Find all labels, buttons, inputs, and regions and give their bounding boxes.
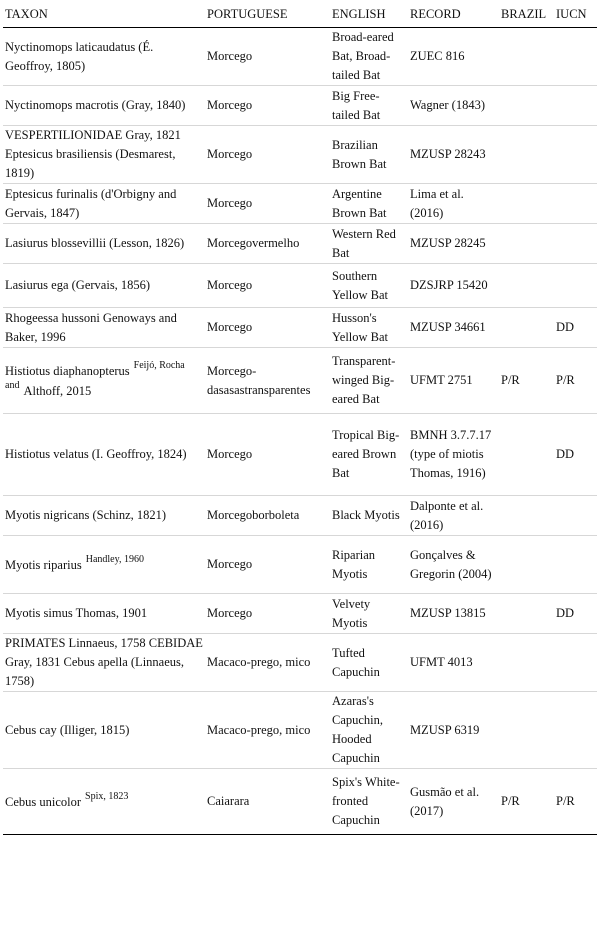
cell-iucn: DD <box>556 320 575 334</box>
cell-english: Big Free-tailed Bat <box>332 88 381 122</box>
taxon-name: Eptesicus furinalis (d'Orbigny and Gervais, 1847) <box>5 186 177 220</box>
cell-taxon <box>3 126 203 184</box>
taxon-name: Histiotus velatus (I. Geoffroy, 1824) <box>5 447 187 461</box>
cell-portuguese: Morcegovermelho <box>207 236 300 250</box>
table-row <box>3 28 597 86</box>
taxon-name: Lasiurus blossevillii (Lesson, 1826) <box>5 236 185 250</box>
cell-iucn: DD <box>556 606 575 620</box>
cell-portuguese: Morcego <box>207 49 253 63</box>
cell-brazil <box>497 496 552 536</box>
table-row <box>3 348 597 414</box>
cell-portuguese: Macaco-prego, mico <box>207 655 311 669</box>
cell-taxon <box>3 496 203 536</box>
cell-english: Tropical Big-eared Brown Bat <box>332 428 400 480</box>
cell-iucn <box>552 86 597 126</box>
table-row <box>3 86 597 126</box>
table-row <box>3 536 597 594</box>
cell-iucn <box>552 184 597 224</box>
cell-english: Brazilian Brown Bat <box>332 137 387 171</box>
cell-english: Black Myotis <box>332 508 400 522</box>
cell-record: MZUSP 6319 <box>410 722 480 737</box>
cell-iucn: DD <box>556 447 575 461</box>
header-brazil: BRAZIL <box>501 7 547 21</box>
taxon-authority-tail: Althoff, 2015 <box>23 383 92 398</box>
cell-portuguese: Morcegoborboleta <box>207 508 300 522</box>
cell-portuguese: Morcego-dasasastransparentes <box>207 363 311 397</box>
cell-english: Velvety Myotis <box>332 596 371 630</box>
cell-record: Gusmão et al. (2017) <box>410 784 480 818</box>
cell-record: BMNH 3.7.7.17 (type of miotis Thomas, 1916) <box>410 428 492 480</box>
cell-brazil <box>497 536 552 594</box>
cell-brazil <box>497 224 552 264</box>
cell-portuguese: Morcego <box>207 557 253 571</box>
table-row <box>3 184 597 224</box>
species-table-container <box>3 3 597 835</box>
taxon-name: Cebus cay (Illiger, 1815) <box>5 722 130 737</box>
table-row <box>3 769 597 835</box>
cell-iucn <box>552 496 597 536</box>
cell-brazil: P/R <box>501 373 520 387</box>
cell-english: Argentine Brown Bat <box>332 186 387 220</box>
cell-record: ZUEC 816 <box>410 49 465 63</box>
cell-portuguese: Morcego <box>207 320 253 334</box>
cell-portuguese: Morcego <box>207 147 253 161</box>
cell-taxon <box>3 769 203 835</box>
cell-taxon <box>3 594 203 634</box>
cell-record: DZSJRP 15420 <box>410 278 488 292</box>
cell-iucn <box>552 634 597 692</box>
cell-english: Tufted Capuchin <box>332 645 380 679</box>
taxon-name: VESPERTILIONIDAE Gray, 1821 Eptesicus brasiliensis (Desmarest, 1819) <box>5 128 181 180</box>
table-row <box>3 126 597 184</box>
cell-english: Broad-eared Bat, Broad-tailed Bat <box>332 30 394 82</box>
table-row <box>3 264 597 308</box>
cell-record: Dalponte et al. (2016) <box>410 498 484 532</box>
cell-iucn <box>552 126 597 184</box>
cell-taxon <box>3 184 203 224</box>
table-header-row <box>3 3 597 28</box>
cell-brazil <box>497 264 552 308</box>
cell-record: UFMT 4013 <box>410 655 473 669</box>
cell-iucn <box>552 264 597 308</box>
cell-record: Lima et al. (2016) <box>410 186 464 220</box>
cell-english: Azaras's Capuchin, Hooded Capuchin <box>332 694 384 765</box>
cell-iucn <box>552 224 597 264</box>
taxon-name: Histiotus diaphanopterus <box>5 363 130 378</box>
header-record: RECORD <box>410 7 461 21</box>
cell-portuguese: Morcego <box>207 196 253 210</box>
taxon-name: Myotis nigricans (Schinz, 1821) <box>5 508 167 522</box>
table-row <box>3 224 597 264</box>
cell-taxon <box>3 414 203 496</box>
cell-portuguese: Morcego <box>207 98 253 112</box>
cell-brazil <box>497 184 552 224</box>
cell-brazil <box>497 126 552 184</box>
cell-taxon <box>3 634 203 692</box>
cell-iucn: P/R <box>556 794 575 808</box>
cell-taxon <box>3 308 203 348</box>
cell-english: Riparian Myotis <box>332 547 376 581</box>
taxon-name: Rhogeessa hussoni Genoways and Baker, 1996 <box>5 310 177 344</box>
cell-brazil <box>497 594 552 634</box>
cell-brazil <box>497 634 552 692</box>
table-row <box>3 414 597 496</box>
cell-portuguese: Macaco-prego, mico <box>207 722 311 737</box>
cell-english: Husson's Yellow Bat <box>332 310 389 344</box>
cell-iucn: P/R <box>556 373 575 387</box>
cell-english: Western Red Bat <box>332 226 396 260</box>
cell-record: UFMT 2751 <box>410 373 473 387</box>
header-portuguese: PORTUGUESE <box>207 7 288 21</box>
table-row <box>3 308 597 348</box>
cell-record: Gonçalves & Gregorin (2004) <box>410 547 492 581</box>
header-taxon: TAXON <box>5 7 48 21</box>
taxon-name: Nyctinomops macrotis (Gray, 1840) <box>5 98 186 112</box>
cell-taxon <box>3 264 203 308</box>
cell-taxon <box>3 348 203 414</box>
taxon-name: Lasiurus ega (Gervais, 1856) <box>5 278 151 292</box>
cell-brazil <box>497 86 552 126</box>
taxon-name: Cebus unicolor <box>5 794 82 809</box>
taxon-name: PRIMATES Linnaeus, 1758 CEBIDAE Gray, 1831 Cebus apella (Linnaeus, 1758) <box>5 636 203 688</box>
cell-portuguese: Morcego <box>207 606 253 620</box>
cell-record: MZUSP 13815 <box>410 606 486 620</box>
cell-brazil <box>497 414 552 496</box>
cell-record: Wagner (1843) <box>410 98 486 112</box>
table-row <box>3 496 597 536</box>
taxon-authority: Spix, 1823 <box>85 790 129 802</box>
cell-record: MZUSP 28243 <box>410 147 486 161</box>
cell-taxon <box>3 536 203 594</box>
taxon-name: Nyctinomops laticaudatus (É. Geoffroy, 1805) <box>5 39 154 73</box>
header-english: ENGLISH <box>332 7 386 21</box>
species-table <box>3 3 597 835</box>
cell-taxon <box>3 692 203 769</box>
cell-brazil <box>497 28 552 86</box>
cell-brazil <box>497 308 552 348</box>
cell-taxon <box>3 28 203 86</box>
taxon-name: Myotis simus Thomas, 1901 <box>5 606 148 620</box>
table-row <box>3 692 597 769</box>
taxon-authority: Handley, 1960 <box>85 553 144 565</box>
cell-iucn <box>552 536 597 594</box>
cell-portuguese: Morcego <box>207 278 253 292</box>
cell-taxon <box>3 86 203 126</box>
cell-english: Spix's White-fronted Capuchin <box>332 775 400 827</box>
cell-iucn <box>552 692 597 769</box>
cell-taxon <box>3 224 203 264</box>
cell-portuguese: Caiarara <box>207 794 250 808</box>
taxon-name: Myotis riparius <box>5 557 82 572</box>
cell-record: MZUSP 28245 <box>410 236 486 250</box>
table-row <box>3 594 597 634</box>
cell-portuguese: Morcego <box>207 447 253 461</box>
cell-brazil: P/R <box>501 794 520 808</box>
cell-brazil <box>497 692 552 769</box>
cell-iucn <box>552 28 597 86</box>
header-iucn: IUCN <box>556 7 587 21</box>
cell-english: Transparent-winged Big-eared Bat <box>332 354 396 406</box>
taxon-authority: Feijó, Rocha and <box>5 359 185 391</box>
table-row <box>3 634 597 692</box>
cell-record: MZUSP 34661 <box>410 320 486 334</box>
cell-english: Southern Yellow Bat <box>332 268 389 302</box>
